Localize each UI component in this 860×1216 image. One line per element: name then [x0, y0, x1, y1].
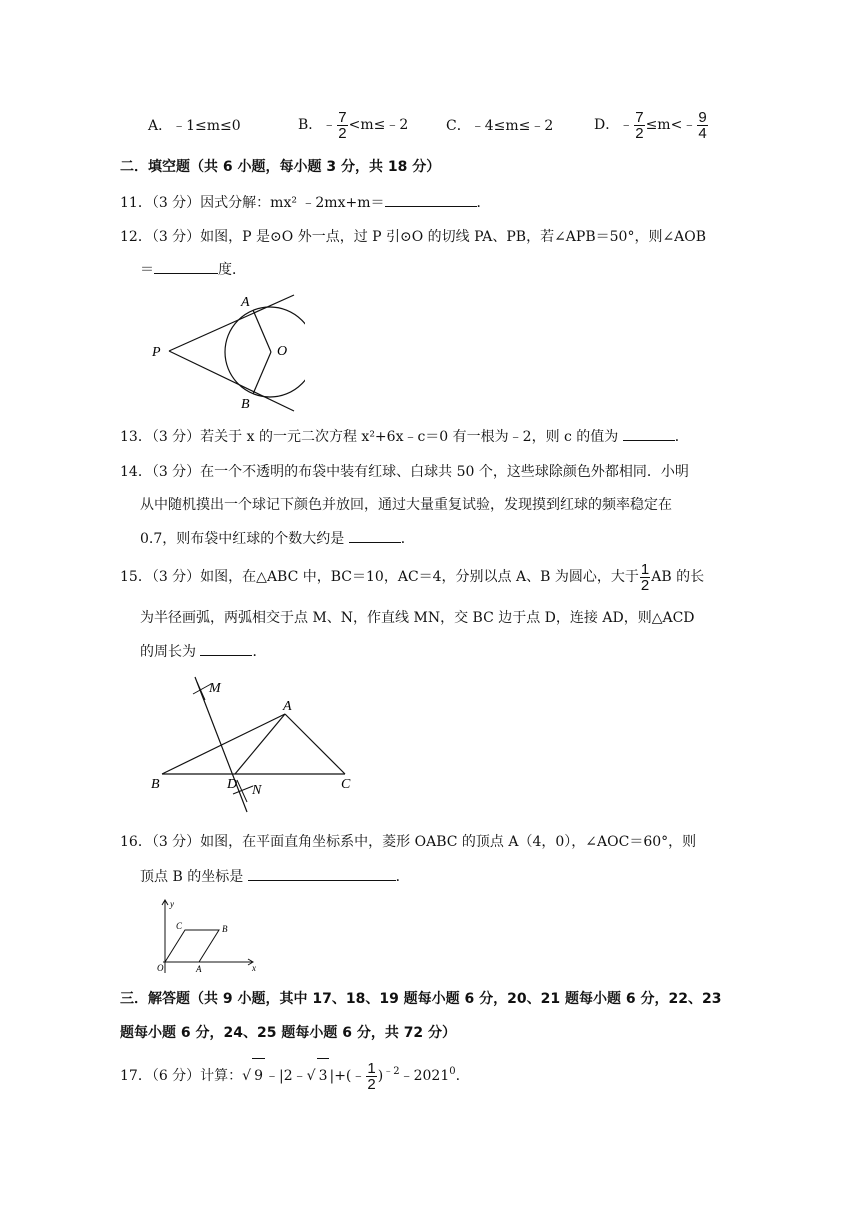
question-12-line1: 12．（3 分）如图，P 是⊙O 外一点，过 P 引⊙O 的切线 PA、PB，若∠APB＝50°，则∠AOB [120, 229, 707, 245]
question-14-line1: 14．（3 分）在一个不透明的布袋中装有红球、白球共 50 个，这些球除颜色外都相同．小明 [120, 464, 689, 480]
question-15-line1: 15．（3 分）如图，在△ABC 中，BC＝10，AC＝4，分别以点 A、B 为圆心，大于 $\frac{1}{2}$ AB 的长 [120, 560, 705, 594]
answer-blank-16[interactable] [248, 866, 396, 881]
figure-q12-circle-tangents [145, 288, 305, 416]
question-14-line2: 从中随机摸出一个球记下颜色并放回，通过大量重复试验，发现摸到红球的频率稳定在 [140, 497, 672, 513]
question-17: 17．（6 分）计算：√ 9 ﹣|2﹣√ 3 |+(﹣ $\frac{1}{2}$ )$^{﹣2}$﹣2021$^0$. [120, 1059, 461, 1093]
option-d [594, 108, 709, 142]
option-b-left: B．﹣ [298, 117, 337, 133]
answer-blank-13[interactable] [623, 426, 675, 441]
radicand-3: 3 [317, 1058, 330, 1093]
fig15-label-n: N [252, 783, 262, 798]
answer-blank-15[interactable] [200, 641, 252, 656]
exponent-zero: 0 [449, 1066, 456, 1077]
fraction-one-half-q17: $\frac{1}{2}$ [367, 1059, 376, 1093]
fig12-label-o: O [277, 344, 288, 359]
section-3-heading-line2: 题每小题 6 分，24、25 题每小题 6 分，共 72 分） [120, 1025, 457, 1041]
fig16-label-x: x [252, 963, 256, 973]
fig12-label-a: A [241, 295, 250, 310]
fig15-label-m: M [209, 681, 221, 696]
fig15-label-d: D [227, 777, 238, 792]
option-b [298, 108, 408, 142]
sqrt-symbol: √ [242, 1068, 252, 1084]
section-2-heading: 二．填空题（共 6 小题，每小题 3 分，共 18 分） [120, 159, 441, 175]
option-a: A．﹣1≤m≤0 [148, 118, 241, 134]
question-12-line2: ＝ 度． [140, 259, 246, 280]
option-b-right: <m≤﹣2 [348, 117, 409, 133]
fig15-label-b: B [151, 777, 160, 792]
question-13-text: 13．（3 分）若关于 x 的一元二次方程 x²+6x﹣c＝0 有一根为﹣2，则 c 的值为 [120, 429, 619, 445]
fig16-label-b: B [222, 924, 228, 934]
fig15-label-a: A [283, 699, 292, 714]
fig16-label-a: A [196, 964, 202, 974]
figure-q15-triangle [145, 672, 370, 817]
option-b-fraction: $\frac{7}{2}$ [338, 108, 347, 142]
question-15-line3: 的周长为 ． [140, 641, 266, 662]
fig12-label-b: B [241, 397, 250, 412]
exponent-neg2: ﹣2 [383, 1066, 400, 1077]
question-14-line3: 0.7，则布袋中红球的个数大约是 ． [140, 528, 415, 549]
question-15-line2: 为半径画弧，两弧相交于点 M、N，作直线 MN，交 BC 边于点 D，连接 AD，则△ACD [140, 610, 695, 626]
answer-blank-12[interactable] [154, 259, 218, 274]
question-16-line1: 16．（3 分）如图，在平面直角坐标系中，菱形 OABC 的顶点 A（4，0），∠AOC＝60°，则 [120, 834, 697, 850]
fig15-label-c: C [341, 777, 351, 792]
answer-blank-11[interactable] [385, 192, 477, 207]
question-16-line2: 顶点 B 的坐标是 ． [140, 866, 410, 887]
option-c: C．﹣4≤m≤﹣2 [446, 118, 554, 134]
fraction-one-half: $\frac{1}{2}$ [640, 560, 650, 594]
option-d-mid: ≤m<﹣ [645, 117, 697, 133]
figure-q16-rhombus [148, 895, 268, 977]
fig16-label-o: O [157, 963, 164, 973]
fig12-label-p: P [152, 345, 161, 360]
question-11-text: 11．（3 分）因式分解：mx² ﹣2mx+m＝ [120, 195, 385, 211]
section-3-heading-line1: 三．解答题（共 9 小题，其中 17、18、19 题每小题 6 分，20、21 题每小题 6 分，22、23 [120, 991, 722, 1007]
fig16-label-y: y [170, 899, 174, 909]
option-d-left: D．﹣ [594, 117, 634, 133]
answer-blank-14[interactable] [349, 528, 401, 543]
sqrt-symbol-2: √ [306, 1068, 316, 1084]
question-11: 11．（3 分）因式分解：mx² ﹣2mx+m＝ ． [120, 192, 491, 213]
radicand-9: 9 [252, 1058, 265, 1093]
fig16-label-c: C [176, 921, 183, 931]
option-d-fraction-2: $\frac{9}{4}$ [698, 108, 707, 142]
option-d-fraction-1: $\frac{7}{2}$ [635, 108, 644, 142]
question-13: 13．（3 分）若关于 x 的一元二次方程 x²+6x﹣c＝0 有一根为﹣2，则 c 的值为 ． [120, 426, 689, 447]
